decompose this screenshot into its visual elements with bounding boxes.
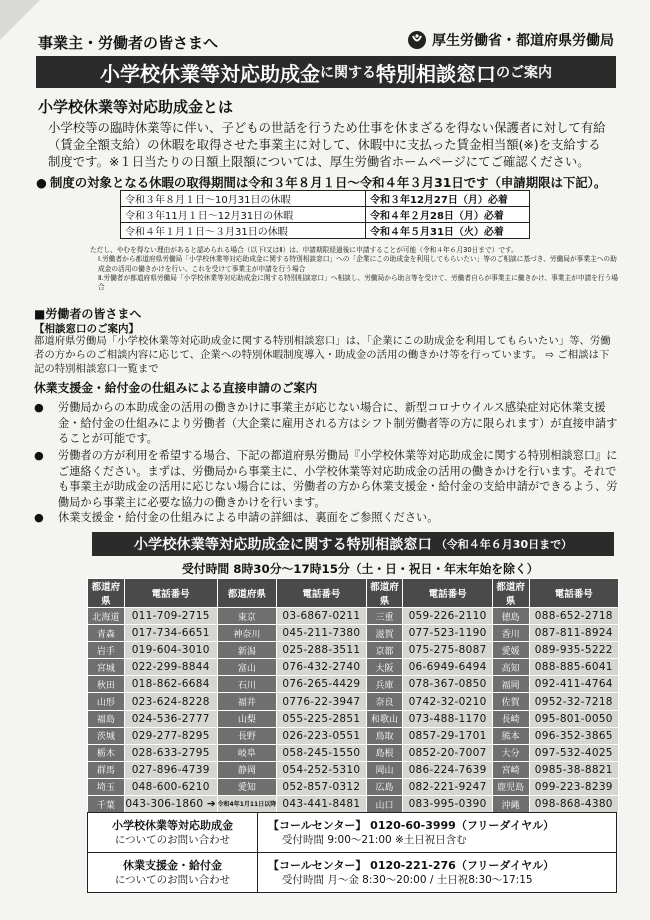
office-prefecture: 鳥取 (366, 727, 403, 744)
period-row (121, 207, 530, 223)
office-phone: 018-862-6684 (124, 676, 217, 693)
office-phone: 086-224-7639 (403, 761, 492, 778)
office-phone: 088-652-2718 (529, 608, 618, 625)
office-prefecture: 香川 (492, 625, 529, 642)
office-phone: 097-532-4025 (529, 744, 618, 761)
col-prefecture: 都道府県 (217, 579, 277, 608)
office-row (88, 608, 619, 625)
col-prefecture: 都道府県 (88, 579, 125, 608)
note-line: Ⅰ.労働者から都道府県労働局「小学校休業等対応助成金に関する特別相談窓口」への「企業にこの助成金を利用してもらいたい」等のご相談に基づき、労働局が事業主への助成金の活用の働きかけを行い、これを受けて事業主が申請を行う場合 (98, 255, 617, 273)
office-phone: 048-600-6210 (124, 778, 217, 795)
inquiry-label-text: についてのお問い合わせ (114, 873, 231, 886)
office-prefecture: 山梨 (217, 710, 277, 727)
bullet-icon: ● (36, 175, 47, 190)
office-prefecture: 秋田 (88, 676, 125, 693)
office-phone: 06-6949-6494 (403, 659, 492, 676)
office-row (88, 761, 619, 778)
office-phone: 017-734-6651 (124, 625, 217, 642)
office-row (88, 676, 619, 693)
office-prefecture: 富山 (217, 659, 277, 676)
col-phone: 電話番号 (529, 579, 618, 608)
office-phone: 025-288-3511 (277, 642, 366, 659)
office-phone: 019-604-3010 (124, 642, 217, 659)
office-phone: 028-633-2795 (124, 744, 217, 761)
office-phone: 088-885-6041 (529, 659, 618, 676)
period-notes (90, 246, 620, 292)
inquiry-label-text: についてのお問い合わせ (114, 833, 231, 846)
office-phone: 076-265-4429 (277, 676, 366, 693)
office-phone: 0857-29-1701 (403, 727, 492, 744)
office-prefecture: 和歌山 (366, 710, 403, 727)
col-phone: 電話番号 (277, 579, 366, 608)
office-row (88, 778, 619, 795)
office-phone: 078-367-0850 (403, 676, 492, 693)
office-phone: 087-811-8924 (529, 625, 618, 642)
period-deadline: 令和３年12月27日（月）必着 (366, 191, 530, 207)
note-line: ただし、やむを得ない理由があると認められる場合（以下Ⅰ又はⅡ）は、申請期限経過後に申請することが可能（令和４年６月30日まで）です。 (90, 246, 518, 254)
bullet-icon: ● (34, 449, 44, 462)
office-prefecture: 兵庫 (366, 676, 403, 693)
ministry-label (407, 30, 614, 50)
title-part3: 特別相談窓口 (376, 61, 496, 86)
office-phone (124, 796, 217, 813)
office-prefecture: 福岡 (492, 676, 529, 693)
inquiry-row (88, 813, 617, 853)
office-phone: 077-523-1190 (403, 625, 492, 642)
contact-title: 小学校休業等対応助成金に関する特別相談窓口 (133, 537, 432, 553)
period-range: 令和３年８月１日～10月31日の休暇 (121, 191, 366, 207)
office-phone: 089-935-5222 (529, 642, 618, 659)
office-prefecture: 佐賀 (492, 693, 529, 710)
office-row (88, 625, 619, 642)
office-phone: 023-624-8228 (124, 693, 217, 710)
office-row (88, 744, 619, 761)
bullet-icon: ● (34, 401, 44, 414)
inquiry-value (258, 813, 617, 853)
paragraph-text: 労働者の方が利用を希望する場合、下記の都道府県労働局『小学校休業等対応助成金に関する特別相談窓口』にご連絡ください。まずは、労働局から事業主に、小学校休業等対応助成金の活用の働きかけを行います。それでも事業主が助成金の活用に応じない場合には、労働者の方から休業支援金・給付金の支給申請ができるよう、労働局から事業主に必要な協力の働きかけを行います。 (58, 449, 618, 509)
arrow-right-icon: ➔ (203, 798, 217, 811)
office-prefecture (217, 796, 277, 813)
office-phone-number: 043-306-1860 (125, 798, 204, 811)
office-phone: 043-441-8481 (277, 796, 366, 813)
title-part1: 小学校休業等対応助成金 (100, 61, 320, 86)
title-part2: に関する (320, 65, 376, 81)
office-prefecture: 島根 (366, 744, 403, 761)
call-hours: 受付時間 月～金 8:30～20:00 / 土日祝8:30～17:15 (282, 873, 533, 886)
office-phone: 026-223-0551 (277, 727, 366, 744)
workers-heading: ■労働者の皆さまへ (34, 307, 142, 321)
office-prefecture: 長崎 (492, 710, 529, 727)
office-prefecture: 三重 (366, 608, 403, 625)
office-row (88, 710, 619, 727)
office-prefecture: 福島 (88, 710, 125, 727)
office-phone: 059-226-2110 (403, 608, 492, 625)
office-prefecture: 奈良 (366, 693, 403, 710)
call-center: 【コールセンター】 0120-221-276（フリーダイヤル） (268, 858, 555, 872)
office-prefecture: 静岡 (217, 761, 277, 778)
period-text: 制度の対象となる休暇の取得期間は令和３年８月１日～令和４年３月31日です（申請期限は下記）。 (50, 175, 607, 190)
office-prefecture: 栃木 (88, 744, 125, 761)
direct-paragraph-2 (34, 448, 618, 510)
consult-text: 都道府県労働局「小学校休業等対応助成金に関する特別相談窓口」は、「企業にこの助成金を利用してもらいたい」等、労働者の方からのご相談内容に応じて、企業への特別休暇制度導入・助成金の活用の働きかけ等を行っています。 ⇨ ご相談は下記の特別相談窓口一覧まで (34, 335, 611, 375)
office-phone: 0742-32-0210 (403, 693, 492, 710)
inquiry-table (87, 812, 617, 893)
office-prefecture: 青森 (88, 625, 125, 642)
col-phone: 電話番号 (124, 579, 217, 608)
about-text: 小学校等の臨時休業等に伴い、子どもの世話を行うため仕事を休まざるを得ない保護者に対して有給（賃金全額支給）の休暇を取得させた事業主に対して、休暇中に支払った賃金相当額(※)を支給する制度です。※１日当たりの日額上限額については、厚生労働省ホームページにてご確認ください。 (48, 120, 606, 169)
office-phone: 029-277-8295 (124, 727, 217, 744)
note-line: Ⅱ.労働者が都道府県労働局「小学校休業等対応助成金に関する特別相談窓口」へ相談し、労働局から助言等を受けて、労働者自らが事業主に働きかけ、事業主が申請を行う場合 (98, 273, 618, 292)
inquiry-label (88, 853, 258, 893)
office-phone: 076-432-2740 (277, 659, 366, 676)
chiba-change-note: 令和4年1月11日以降 (217, 800, 277, 808)
period-row (121, 191, 530, 207)
office-prefecture: 千葉 (88, 796, 125, 813)
office-phone: 0776-22-3947 (277, 693, 366, 710)
page-corner-fold (0, 0, 40, 40)
period-deadline: 令和４年５月31日（火）必着 (366, 223, 530, 239)
inquiry-label (88, 813, 258, 853)
contact-title-bar (92, 532, 614, 556)
office-phone: 011-709-2715 (124, 608, 217, 625)
paragraph-text: 労働局からの本助成金の活用の働きかけに事業主が応じない場合に、新型コロナウイルス感染症対応休業支援金・給付金の仕組みにより労働者（大企業に雇用される方はシフト制労働者等の方に限られます）が直接申請することが可能です。 (58, 401, 618, 446)
office-phone: 0985-38-8821 (529, 761, 618, 778)
office-phone: 022-299-8844 (124, 659, 217, 676)
office-prefecture: 大阪 (366, 659, 403, 676)
office-prefecture: 徳島 (492, 608, 529, 625)
col-prefecture: 都道府県 (492, 579, 529, 608)
title-bar (36, 56, 616, 88)
office-phone: 052-857-0312 (277, 778, 366, 795)
period-row (121, 223, 530, 239)
audience-label: 事業主・労働者の皆さまへ (38, 34, 219, 52)
office-prefecture: 茨城 (88, 727, 125, 744)
office-row (88, 796, 619, 813)
call-center: 【コールセンター】 0120-60-3999（フリーダイヤル） (268, 818, 555, 832)
contact-deadline: （令和４年６月30日まで） (435, 538, 573, 551)
office-phone: 0952-32-7218 (529, 693, 618, 710)
office-prefecture: 岐阜 (217, 744, 277, 761)
col-phone: 電話番号 (403, 579, 492, 608)
office-prefecture: 長野 (217, 727, 277, 744)
direct-heading: 休業支援金・給付金の仕組みによる直接申請のご案内 (34, 381, 318, 395)
office-prefecture: 東京 (217, 608, 277, 625)
office-prefecture: 新潟 (217, 642, 277, 659)
office-row (88, 642, 619, 659)
col-prefecture: 都道府県 (366, 579, 403, 608)
office-row (88, 693, 619, 710)
consult-heading: 【相談窓口のご案内】 (34, 323, 139, 335)
call-hours: 受付時間 9:00～21:00 ※土日祝日含む (282, 833, 467, 846)
office-prefecture: 沖縄 (492, 796, 529, 813)
office-prefecture: 福井 (217, 693, 277, 710)
office-prefecture: 高知 (492, 659, 529, 676)
period-deadline: 令和４年２月28日（月）必着 (366, 207, 530, 223)
office-prefecture: 北海道 (88, 608, 125, 625)
direct-paragraph-1 (34, 400, 618, 447)
office-phone: 027-896-4739 (124, 761, 217, 778)
office-prefecture: 岡山 (366, 761, 403, 778)
office-prefecture: 群馬 (88, 761, 125, 778)
office-prefecture: 山口 (366, 796, 403, 813)
office-phone: 098-868-4380 (529, 796, 618, 813)
bullet-icon: ● (34, 511, 44, 524)
office-phone: 03-6867-0211 (277, 608, 366, 625)
office-phone: 073-488-1170 (403, 710, 492, 727)
office-row (88, 659, 619, 676)
office-prefecture: 滋賀 (366, 625, 403, 642)
office-phone: 024-536-2777 (124, 710, 217, 727)
inquiry-row (88, 853, 617, 893)
office-phone: 082-221-9247 (403, 778, 492, 795)
office-prefecture: 宮城 (88, 659, 125, 676)
office-prefecture: 愛媛 (492, 642, 529, 659)
office-prefecture: 広島 (366, 778, 403, 795)
office-prefecture: 大分 (492, 744, 529, 761)
office-phone: 095-801-0050 (529, 710, 618, 727)
period-table (120, 190, 530, 239)
office-phone: 055-225-2851 (277, 710, 366, 727)
office-prefecture: 京都 (366, 642, 403, 659)
office-phone: 058-245-1550 (277, 744, 366, 761)
inquiry-label-bold: 小学校休業等対応助成金 (112, 818, 233, 832)
inquiry-value (258, 853, 617, 893)
office-prefecture: 宮崎 (492, 761, 529, 778)
office-phone: 0852-20-7007 (403, 744, 492, 761)
about-heading: 小学校休業等対応助成金とは (38, 98, 234, 116)
office-prefecture: 熊本 (492, 727, 529, 744)
contact-hours: 受付時間 8時30分～17時15分（土・日・祝日・年末年始を除く） (182, 562, 539, 576)
inquiry-label-bold: 休業支援金・給付金 (123, 858, 222, 872)
office-phone: 045-211-7380 (277, 625, 366, 642)
period-range: 令和４年１月１日～３月31日の休暇 (121, 223, 366, 239)
offices-header-row (88, 579, 619, 608)
title-part4: のご案内 (496, 65, 552, 81)
period-range: 令和３年11月１日～12月31日の休暇 (121, 207, 366, 223)
direct-paragraph-3 (34, 510, 618, 526)
office-phone: 054-252-5310 (277, 761, 366, 778)
office-prefecture: 愛知 (217, 778, 277, 795)
office-phone: 092-411-4764 (529, 676, 618, 693)
paragraph-text: 休業支援金・給付金の仕組みによる申請の詳細は、裏面をご参照ください。 (58, 511, 439, 524)
office-phone: 099-223-8239 (529, 778, 618, 795)
office-prefecture: 埼玉 (88, 778, 125, 795)
office-phone: 075-275-8087 (403, 642, 492, 659)
office-prefecture: 石川 (217, 676, 277, 693)
period-line (36, 173, 606, 191)
office-row (88, 727, 619, 744)
office-phone: 096-352-3865 (529, 727, 618, 744)
ministry-name: 厚生労働省・都道府県労働局 (432, 33, 614, 49)
offices-table (87, 578, 619, 813)
office-prefecture: 神奈川 (217, 625, 277, 642)
offices-body (88, 608, 619, 813)
office-prefecture: 岩手 (88, 642, 125, 659)
office-prefecture: 鹿児島 (492, 778, 529, 795)
office-prefecture: 山形 (88, 693, 125, 710)
office-phone: 083-995-0390 (403, 796, 492, 813)
ministry-logo-icon (407, 30, 427, 50)
